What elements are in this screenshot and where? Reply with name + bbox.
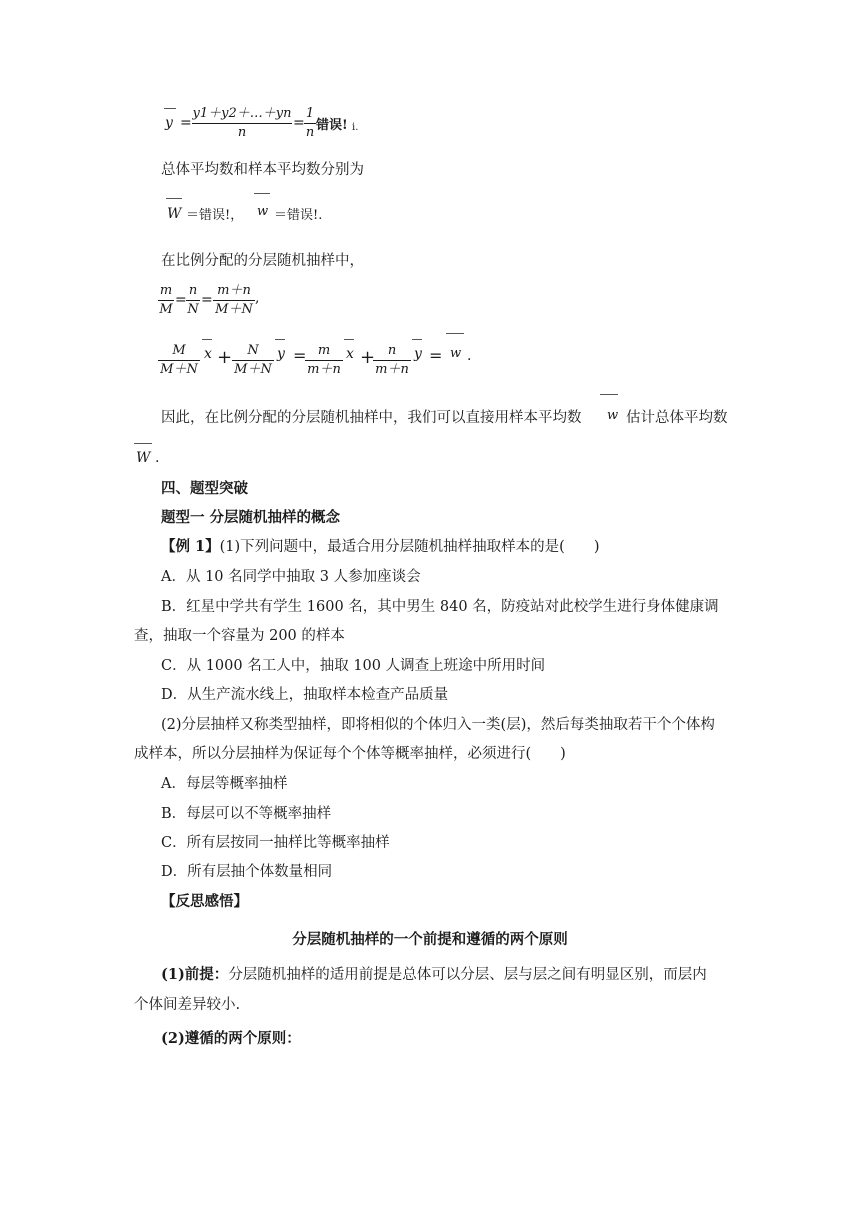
- equals-error-1: ＝错误!，: [186, 208, 244, 223]
- ratio-m-over-M: [158, 283, 174, 318]
- comma: ,: [255, 290, 260, 306]
- fraction-numerator: M: [172, 343, 186, 358]
- fraction-bar: [192, 123, 292, 124]
- weight-n-fraction: [373, 343, 411, 378]
- fraction-numerator: m＋n: [217, 283, 251, 298]
- fraction-bar: [232, 360, 274, 361]
- fraction-bar: [158, 300, 174, 301]
- fraction-bar: [186, 300, 200, 301]
- equals-sign: =: [293, 346, 307, 365]
- equals-sign: =: [175, 292, 187, 308]
- wbar-overline: [600, 394, 618, 395]
- fraction-numerator: N: [247, 343, 259, 358]
- Wbar-symbol: W: [136, 450, 151, 466]
- fraction-bar: [213, 300, 255, 301]
- fraction-bar: [304, 123, 316, 124]
- fraction-denominator: M＋N: [215, 302, 253, 317]
- W-overline: [166, 198, 182, 199]
- sum-fraction-denominator: n: [237, 125, 247, 140]
- question2-line2: 成样本，所以分层抽样为保证每个个体等概率抽样，必须进行( ): [134, 746, 566, 762]
- period: .: [155, 450, 160, 466]
- fraction-denominator: N: [187, 302, 199, 317]
- fraction-denominator: n: [305, 125, 315, 140]
- sum-fraction: [192, 106, 292, 141]
- xbar-symbol: x: [204, 346, 212, 362]
- weight-M-fraction: [158, 343, 200, 378]
- center-title: 分层随机抽样的一个前提和遵循的两个原则: [292, 931, 568, 948]
- option2-B: B．每层可以不等概率抽样: [161, 806, 332, 822]
- option-D: D．从生产流水线上，抽取样本检查产品质量: [161, 687, 449, 703]
- question2-line1: (2)分层抽样又称类型抽样，即将相似的个体归入一类(层)，然后每类抽取若干个个体构: [161, 717, 715, 733]
- fraction-numerator: n: [387, 343, 397, 358]
- period: .: [467, 348, 472, 364]
- option-A: A．从 10 名同学中抽取 3 人参加座谈会: [161, 569, 421, 585]
- plus-sign: +: [360, 347, 376, 368]
- Wbar-overline: [134, 443, 152, 444]
- ratio-n-over-N: [186, 283, 200, 318]
- option2-D: D．所有层抽个体数量相同: [161, 864, 333, 880]
- ybar-symbol: y: [165, 115, 173, 131]
- W-symbol: W: [167, 206, 182, 222]
- option2-A: A．每层等概率抽样: [161, 776, 288, 792]
- ybar-overline: [164, 108, 176, 109]
- fraction-denominator: M: [159, 302, 173, 317]
- example-label: 【例 1】: [161, 538, 220, 555]
- equals-sign: =: [429, 346, 443, 365]
- error-suffix: i.: [352, 122, 359, 133]
- premise-line1: [161, 965, 707, 985]
- premise-label: (1)前提：: [161, 966, 229, 983]
- fraction-denominator: M＋N: [160, 362, 198, 377]
- fraction-numerator: m: [317, 343, 331, 358]
- fraction-numerator: m: [159, 283, 173, 298]
- plus-sign: +: [217, 347, 233, 368]
- option-C: C．从 1000 名工人中，抽取 100 人调查上班途中所用时间: [161, 658, 546, 674]
- paragraph-proportional: 在比例分配的分层随机抽样中，: [161, 253, 364, 269]
- equals-sign: =: [201, 292, 213, 308]
- one-over-n-fraction: [304, 106, 316, 141]
- fraction-bar: [373, 360, 411, 361]
- equals-sign: =: [293, 115, 305, 131]
- section-heading: 四、题型突破: [161, 480, 248, 497]
- type-heading: 题型一 分层随机抽样的概念: [161, 509, 341, 526]
- wbar-symbol: w: [607, 408, 619, 423]
- ybar-symbol: y: [277, 346, 285, 362]
- premise-line2: 个体间差异较小.: [134, 997, 241, 1013]
- equals-sign: =: [180, 115, 192, 131]
- ratio-sum-fraction: [213, 283, 255, 318]
- weight-N-fraction: [232, 343, 274, 378]
- xbar-overline: [202, 339, 212, 340]
- option-B-line1: B．红星中学共有学生 1600 名，其中男生 840 名，防疫站对此校学生进行身体健康调: [161, 599, 719, 615]
- fraction-denominator: m＋n: [375, 362, 409, 377]
- w-overline: [254, 193, 270, 194]
- conclusion-line1-a: 因此，在比例分配的分层随机抽样中，我们可以直接用样本平均数: [161, 410, 582, 426]
- sum-fraction-numerator: y1＋y2＋…＋yn: [192, 106, 292, 121]
- principles-heading: (2)遵循的两个原则：: [161, 1030, 301, 1047]
- example1-question1: [161, 537, 600, 557]
- ybar-symbol: y: [414, 346, 422, 362]
- option2-C: C．所有层按同一抽样比等概率抽样: [161, 835, 390, 851]
- question-text: (1)下列问题中，最适合用分层随机抽样抽取样本的是( ): [219, 539, 600, 555]
- fraction-numerator: n: [188, 283, 198, 298]
- w-symbol: w: [257, 204, 269, 219]
- fraction-numerator: 1: [305, 106, 315, 121]
- fraction-denominator: M＋N: [234, 362, 272, 377]
- wbar-symbol: w: [450, 346, 462, 361]
- premise-text: 分层随机抽样的适用前提是总体可以分层、层与层之间有明显区别，而层内: [228, 967, 707, 983]
- equals-error-2: ＝错误!.: [274, 208, 323, 223]
- error-text: 错误!: [316, 118, 348, 133]
- fraction-bar: [305, 360, 343, 361]
- paragraph-pop-means: 总体平均数和样本平均数分别为: [161, 162, 364, 178]
- conclusion-line1-b: 估计总体平均数: [626, 410, 728, 426]
- xbar-overline: [344, 339, 354, 340]
- wbar-overline: [446, 333, 464, 334]
- reflection-heading: 【反思感悟】: [161, 893, 248, 910]
- ybar-overline: [275, 339, 285, 340]
- ybar-overline: [412, 339, 422, 340]
- option-B-line2: 查，抽取一个容量为 200 的样本: [134, 628, 345, 644]
- fraction-bar: [158, 360, 200, 361]
- xbar-symbol: x: [346, 346, 354, 362]
- fraction-denominator: m＋n: [307, 362, 341, 377]
- weight-m-fraction: [305, 343, 343, 378]
